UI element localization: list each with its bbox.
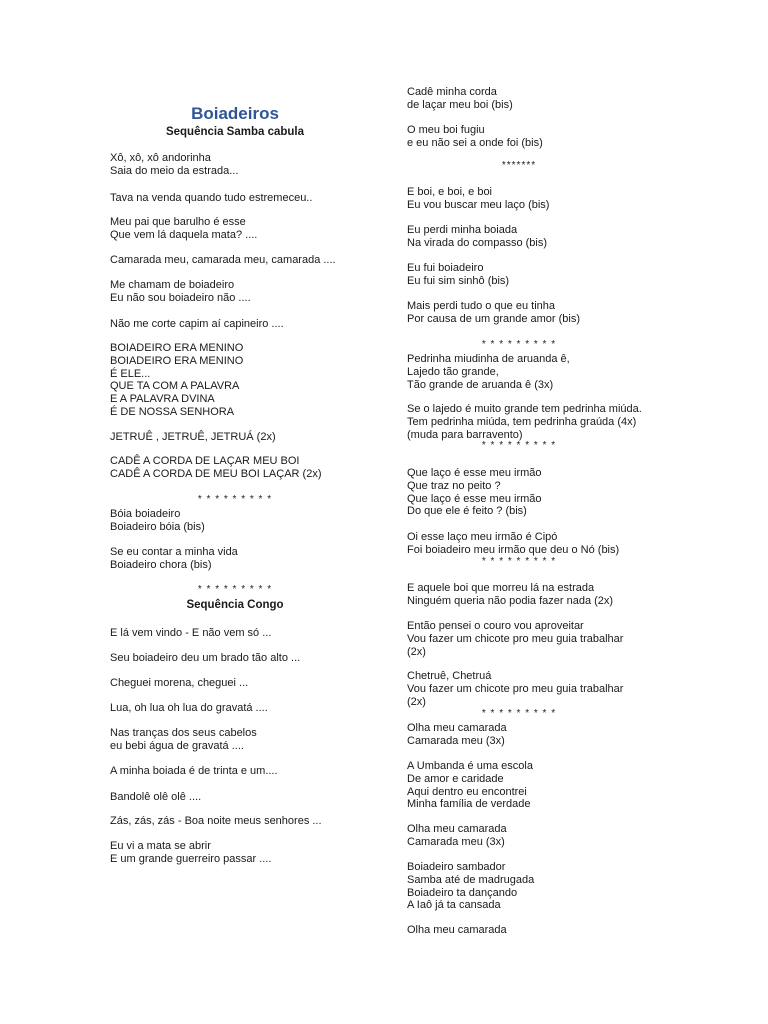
lyric-line: Camarada meu (3x) <box>407 734 505 747</box>
lyric-line: Chetruê, Chetruá <box>407 670 492 682</box>
lyric-line: Mais perdi tudo o que eu tinha <box>407 300 555 312</box>
lyric-line: Que laço é esse meu irmão <box>407 467 542 479</box>
lyric-line: BOIADEIRO ERA MENINO <box>110 354 244 367</box>
lyric-line: Seu boiadeiro deu um brado tão alto ... <box>110 652 301 664</box>
lyric-line: E A PALAVRA DVINA <box>110 393 215 406</box>
lyric-line: Por causa de um grande amor (bis) <box>407 312 581 325</box>
lyric-line: De amor e caridade <box>407 772 504 785</box>
lyric-line: E aquele boi que morreu lá na estrada <box>407 582 595 594</box>
lyric-line: Então pensei o couro vou aproveitar <box>407 620 584 632</box>
lyric-line: Saia do meio da estrada... <box>110 164 239 177</box>
lyric-line: Tava na venda quando tudo estremeceu.. <box>110 192 313 204</box>
lyric-line: Eu perdi minha boiada <box>407 224 518 236</box>
lyric-line: É ELE... <box>110 367 151 380</box>
lyric-line: Não me corte capim aí capineiro .... <box>110 318 284 330</box>
lyric-line: Eu não sou boiadeiro não .... <box>110 291 251 304</box>
lyric-line: E boi, e boi, e boi <box>407 186 493 198</box>
section-heading: Sequência Samba cabula <box>165 126 305 138</box>
lyric-line: Foi boiadeiro meu irmão que deu o Nó (bis) <box>407 543 620 556</box>
lyric-line: O meu boi fugiu <box>407 124 485 136</box>
lyric-line: Eu fui boiadeiro <box>407 262 484 274</box>
lyric-line: Zás, zás, zás - Boa noite meus senhores ... <box>110 815 322 827</box>
separator: * * * * * * * * * <box>481 556 557 567</box>
lyric-line: Bóia boiadeiro <box>110 508 181 520</box>
lyric-line: Que laço é esse meu irmão <box>407 492 542 505</box>
lyric-line: É DE NOSSA SENHORA <box>110 406 235 418</box>
lyric-line: E lá vem vindo - E não vem só ... <box>110 627 272 639</box>
lyric-line: A minha boiada é de trinta e um.... <box>110 765 278 777</box>
lyric-line: Eu vi a mata se abrir <box>110 840 211 852</box>
separator: * * * * * * * * * <box>197 584 273 595</box>
separator: * * * * * * * * * <box>481 339 557 350</box>
lyric-line: Camarada meu, camarada meu, camarada .... <box>110 254 336 266</box>
lyric-line: Pedrinha miudinha de aruanda ê, <box>407 353 570 365</box>
lyric-line: Olha meu camarada <box>407 823 507 835</box>
lyric-line: Boiadeiro ta dançando <box>407 886 518 899</box>
separator: ******* <box>501 160 537 171</box>
lyric-line: Que vem lá daquela mata? .... <box>110 228 258 241</box>
lyric-line: Eu vou buscar meu laço (bis) <box>407 198 550 211</box>
lyric-line: Tão grande de aruanda ê (3x) <box>407 378 554 391</box>
lyric-line: Lajedo tão grande, <box>407 365 499 378</box>
lyric-line: Xô, xô, xô andorinha <box>110 152 211 164</box>
lyric-line: Do que ele é feito ? (bis) <box>407 505 527 518</box>
page-title: Boiadeiros <box>191 104 279 123</box>
lyric-line: Me chamam de boiadeiro <box>110 279 235 291</box>
separator: * * * * * * * * * <box>481 708 557 719</box>
lyric-line: Olha meu camarada <box>407 924 507 936</box>
lyric-line: Vou fazer um chicote pro meu guia trabalhar <box>407 632 624 645</box>
lyric-line: Boiadeiro bóia (bis) <box>110 520 205 533</box>
lyric-line: Olha meu camarada <box>407 722 507 734</box>
lyric-line: Boiadeiro sambador <box>407 861 506 873</box>
lyric-line: E um grande guerreiro passar .... <box>110 852 272 865</box>
lyric-line: Tem pedrinha miúda, tem pedrinha graúda (4x) <box>407 415 637 428</box>
lyric-line: CADÊ A CORDA DE LAÇAR MEU BOI <box>110 455 300 467</box>
lyric-line: Que traz no peito ? <box>407 479 501 492</box>
lyric-line: Samba até de madrugada <box>407 873 535 886</box>
lyric-line: Na virada do compasso (bis) <box>407 236 548 249</box>
lyric-line: e eu não sei a onde foi (bis) <box>407 136 543 149</box>
lyric-line: Se o lajedo é muito grande tem pedrinha miúda. <box>407 403 642 415</box>
section-heading: Sequência Congo <box>186 599 284 611</box>
lyric-line: Camarada meu (3x) <box>407 835 505 848</box>
lyric-line: Ninguém queria não podia fazer nada (2x) <box>407 594 614 607</box>
lyric-line: Nas tranças dos seus cabelos <box>110 727 257 739</box>
lyric-line: Eu fui sim sinhô (bis) <box>407 274 510 287</box>
lyric-line: (2x) <box>407 645 426 658</box>
lyric-line: Cheguei morena, cheguei ... <box>110 677 249 689</box>
lyric-line: de laçar meu boi (bis) <box>407 98 513 111</box>
lyric-line: (muda para barravento) <box>407 428 523 441</box>
lyric-line: JETRUÊ , JETRUÊ, JETRUÁ (2x) <box>110 431 276 443</box>
lyric-line: eu bebi água de gravatá .... <box>110 739 244 752</box>
lyric-line: Oi esse laço meu irmão é Cipó <box>407 531 558 543</box>
lyric-line: Meu pai que barulho é esse <box>110 216 246 228</box>
lyric-line: Vou fazer um chicote pro meu guia trabalhar <box>407 682 624 695</box>
lyric-line: CADÊ A CORDA DE MEU BOI LAÇAR (2x) <box>110 467 322 480</box>
separator: * * * * * * * * * <box>481 440 557 451</box>
lyric-line: A Iaô já ta cansada <box>407 899 501 912</box>
lyric-line: Bandolê olê olê .... <box>110 791 202 803</box>
lyric-line: QUE TA COM A PALAVRA <box>110 380 240 393</box>
lyric-line: Minha família de verdade <box>407 798 531 811</box>
lyric-line: (2x) <box>407 695 426 708</box>
lyric-line: Lua, oh lua oh lua do gravatá .... <box>110 702 268 714</box>
lyric-line: Cadê minha corda <box>407 86 497 98</box>
lyric-line: A Umbanda é uma escola <box>407 760 533 772</box>
lyric-line: BOIADEIRO ERA MENINO <box>110 342 244 354</box>
lyric-line: Aqui dentro eu encontrei <box>407 785 527 798</box>
separator: * * * * * * * * * <box>197 494 273 505</box>
lyric-line: Se eu contar a minha vida <box>110 546 238 558</box>
lyric-line: Boiadeiro chora (bis) <box>110 558 212 571</box>
